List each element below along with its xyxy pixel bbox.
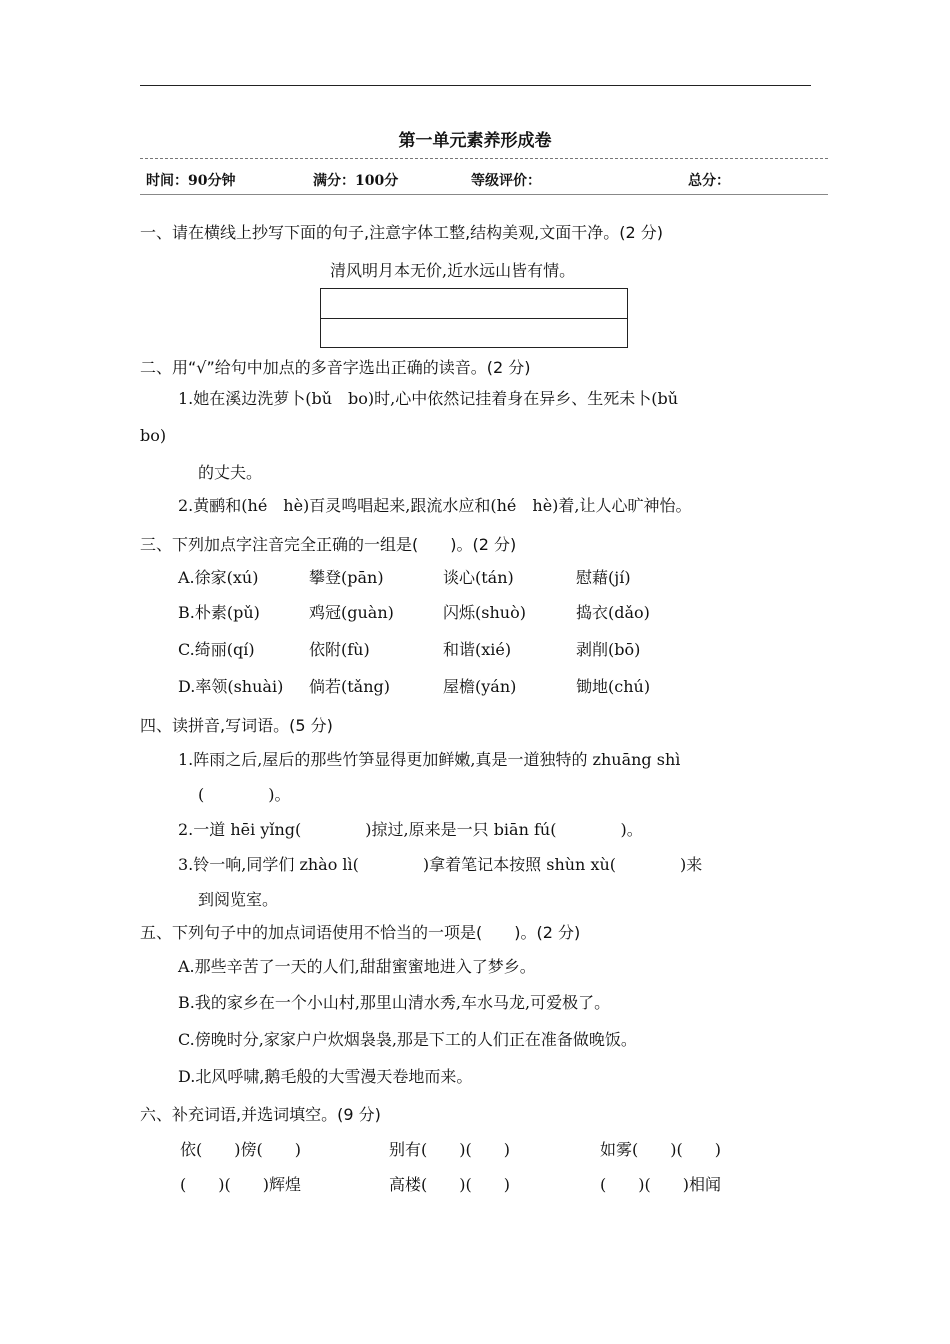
s4-question-1: 1.阵雨之后,屋后的那些竹笋显得更加鲜嫩,真是一道独特的 zhuāng shì bbox=[178, 750, 681, 769]
s2-question-1-end: 的丈夫。 bbox=[198, 463, 263, 482]
idiom-5: 高楼( )( ) bbox=[389, 1175, 510, 1194]
header-dashed-divider bbox=[140, 158, 828, 159]
idiom-6: ( )( )相闻 bbox=[600, 1175, 721, 1194]
s2-question-1: 1.她在溪边洗萝卜(bǔ bo)时,心中依然记挂着身在异乡、生死未卜(bǔ bbox=[178, 389, 679, 408]
option-b-3: 闪烁(shuò) bbox=[443, 603, 526, 622]
section-4-heading: 四、读拼音,写词语。(5 分) bbox=[140, 716, 333, 735]
option-c-1: C.绮丽(qí) bbox=[178, 640, 255, 659]
s4-question-1-blank: ( )。 bbox=[198, 785, 291, 804]
idiom-3: 如雾( )( ) bbox=[600, 1140, 721, 1159]
header-divider bbox=[140, 194, 828, 195]
copy-sentence: 清风明月本无价,近水远山皆有情。 bbox=[330, 261, 576, 280]
s4-question-3-cont: 到阅览室。 bbox=[198, 890, 279, 909]
grade-evaluation: 等级评价： bbox=[471, 173, 541, 189]
page-title: 第一单元素养形成卷 bbox=[398, 131, 552, 151]
option-c-4: 剥削(bō) bbox=[576, 640, 641, 659]
writing-box-line bbox=[321, 318, 627, 319]
idiom-4: ( )( )辉煌 bbox=[180, 1175, 301, 1194]
option-a-3: 谈心(tán) bbox=[443, 568, 514, 587]
idiom-2: 别有( )( ) bbox=[389, 1140, 510, 1159]
option-b-2: 鸡冠(guàn) bbox=[309, 603, 394, 622]
s5-option-c: C.傍晚时分,家家户户炊烟袅袅,那是下工的人们正在准备做晚饭。 bbox=[178, 1030, 637, 1049]
option-c-2: 依附(fù) bbox=[309, 640, 370, 659]
section-5-heading: 五、下列句子中的加点词语使用不恰当的一项是( )。(2 分) bbox=[140, 923, 581, 942]
option-a-2: 攀登(pān) bbox=[309, 568, 384, 587]
option-d-2: 倘若(tǎng) bbox=[309, 677, 391, 696]
s2-question-1-cont: bo) bbox=[140, 426, 167, 445]
s5-option-a: A.那些辛苦了一天的人们,甜甜蜜蜜地进入了梦乡。 bbox=[178, 957, 536, 976]
top-rule bbox=[140, 85, 811, 86]
total-score: 总分： bbox=[688, 173, 730, 189]
s5-option-d: D.北风呼啸,鹅毛般的大雪漫天卷地而来。 bbox=[178, 1067, 473, 1086]
writing-box[interactable] bbox=[320, 288, 628, 348]
option-b-1: B.朴素(pǔ) bbox=[178, 603, 260, 622]
option-c-3: 和谐(xié) bbox=[443, 640, 512, 659]
s2-question-2: 2.黄鹂和(hé hè)百灵鸣唱起来,跟流水应和(hé hè)着,让人心旷神怡。 bbox=[178, 496, 692, 515]
idiom-1: 依( )傍( ) bbox=[180, 1140, 301, 1159]
s4-question-3: 3.铃一响,同学们 zhào lì( )拿着笔记本按照 shùn xù( )来 bbox=[178, 855, 703, 874]
s4-question-2: 2.一道 hēi yǐng( )掠过,原来是一只 biān fú( )。 bbox=[178, 820, 643, 839]
s5-option-b: B.我的家乡在一个小山村,那里山清水秀,车水马龙,可爱极了。 bbox=[178, 993, 611, 1012]
full-score: 满分：100分 bbox=[313, 173, 399, 189]
option-d-3: 屋檐(yán) bbox=[443, 677, 517, 696]
option-d-1: D.率领(shuài) bbox=[178, 677, 284, 696]
exam-time: 时间：90分钟 bbox=[146, 173, 236, 189]
option-d-4: 锄地(chú) bbox=[576, 677, 651, 696]
option-a-1: A.徐家(xú) bbox=[178, 568, 259, 587]
section-6-heading: 六、补充词语,并选词填空。(9 分) bbox=[140, 1105, 381, 1124]
option-a-4: 慰藉(jí) bbox=[576, 568, 631, 587]
section-2-heading: 二、用“√”给句中加点的多音字选出正确的读音。(2 分) bbox=[140, 358, 531, 377]
option-b-4: 捣衣(dǎo) bbox=[576, 603, 650, 622]
section-1-heading: 一、请在横线上抄写下面的句子,注意字体工整,结构美观,文面干净。(2 分) bbox=[140, 223, 664, 242]
section-3-heading: 三、下列加点字注音完全正确的一组是( )。(2 分) bbox=[140, 535, 517, 554]
